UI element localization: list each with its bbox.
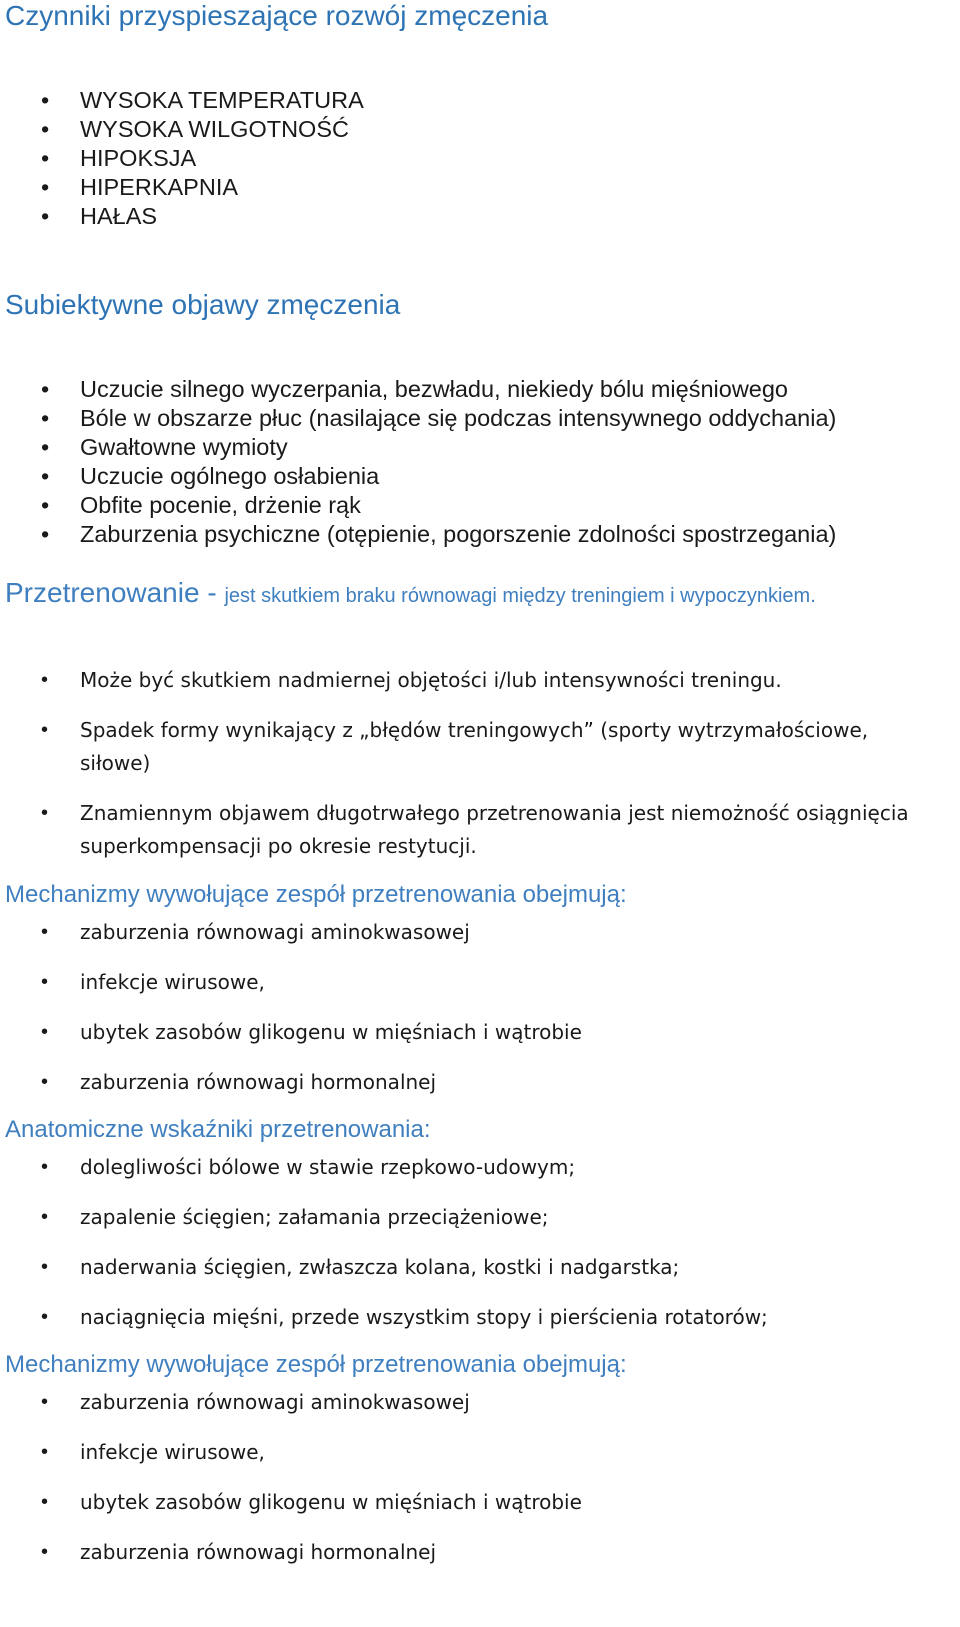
list-item: • Uczucie silnego wyczerpania, bezwładu, niekiedy bólu mięśniowego [0,375,836,404]
list-mechanisms-repeat [0,1386,582,1576]
list-item: • zaburzenia równowagi aminokwasowej [0,1386,582,1436]
list-item: • Zaburzenia psychiczne (otępienie, pogorszenie zdolności spostrzegania) [0,520,836,549]
list-subjective-symptoms [0,375,836,549]
list-fatigue-factors [0,86,364,231]
list-item: • Spadek formy wynikający z „błędów treningowych” (sporty wytrzymałościowe, siłowe) [0,714,930,797]
list-mechanisms [0,916,582,1116]
list-item: • Bóle w obszarze płuc (nasilające się podczas intensywnego oddychania) [0,404,836,433]
list-item: • HIPERKAPNIA [0,173,364,202]
list-overtraining [0,664,930,863]
list-item: • naciągnięcia mięśni, przede wszystkim stopy i pierścienia rotatorów; [0,1301,768,1351]
list-item: • dolegliwości bólowe w stawie rzepkowo-udowym; [0,1151,768,1201]
heading-mechanisms-repeat: Mechanizmy wywołujące zespół przetrenowania obejmują: [5,1351,627,1378]
list-item: • infekcje wirusowe, [0,966,582,1016]
list-item: • Uczucie ogólnego osłabienia [0,462,836,491]
list-item: • ubytek zasobów glikogenu w mięśniach i wątrobie [0,1486,582,1536]
list-item: • Znamiennym objawem długotrwałego przetrenowania jest niemożność osiągnięcia superkompensacji po okresie restytucji. [0,797,930,863]
list-item: • Może być skutkiem nadmiernej objętości i/lub intensywności treningu. [0,664,930,714]
heading-subjective-symptoms: Subiektywne objawy zmęczenia [5,289,401,320]
heading-overtraining [5,577,816,609]
list-item: • ubytek zasobów glikogenu w mięśniach i wątrobie [0,1016,582,1066]
list-item: • HIPOKSJA [0,144,364,173]
list-item: • infekcje wirusowe, [0,1436,582,1486]
list-item: • naderwania ścięgien, zwłaszcza kolana, kostki i nadgarstka; [0,1251,768,1301]
heading-overtraining-definition: jest skutkiem braku równowagi między treningiem i wypoczynkiem. [224,585,816,607]
list-item: • zaburzenia równowagi hormonalnej [0,1536,582,1576]
list-item: • WYSOKA TEMPERATURA [0,86,364,115]
list-item: • Gwałtowne wymioty [0,433,836,462]
list-anatomical-indicators [0,1151,768,1351]
list-item: • HAŁAS [0,202,364,231]
list-item: • Obfite pocenie, drżenie rąk [0,491,836,520]
heading-mechanisms: Mechanizmy wywołujące zespół przetrenowania obejmują: [5,881,627,908]
heading-overtraining-title: Przetrenowanie - [5,577,225,608]
list-item: • zaburzenia równowagi hormonalnej [0,1066,582,1116]
list-item: • WYSOKA WILGOTNOŚĆ [0,115,364,144]
list-item: • zaburzenia równowagi aminokwasowej [0,916,582,966]
heading-anatomical-indicators: Anatomiczne wskaźniki przetrenowania: [5,1116,431,1143]
heading-fatigue-factors: Czynniki przyspieszające rozwój zmęczenia [5,0,549,31]
list-item: • zapalenie ścięgien; załamania przeciążeniowe; [0,1201,768,1251]
